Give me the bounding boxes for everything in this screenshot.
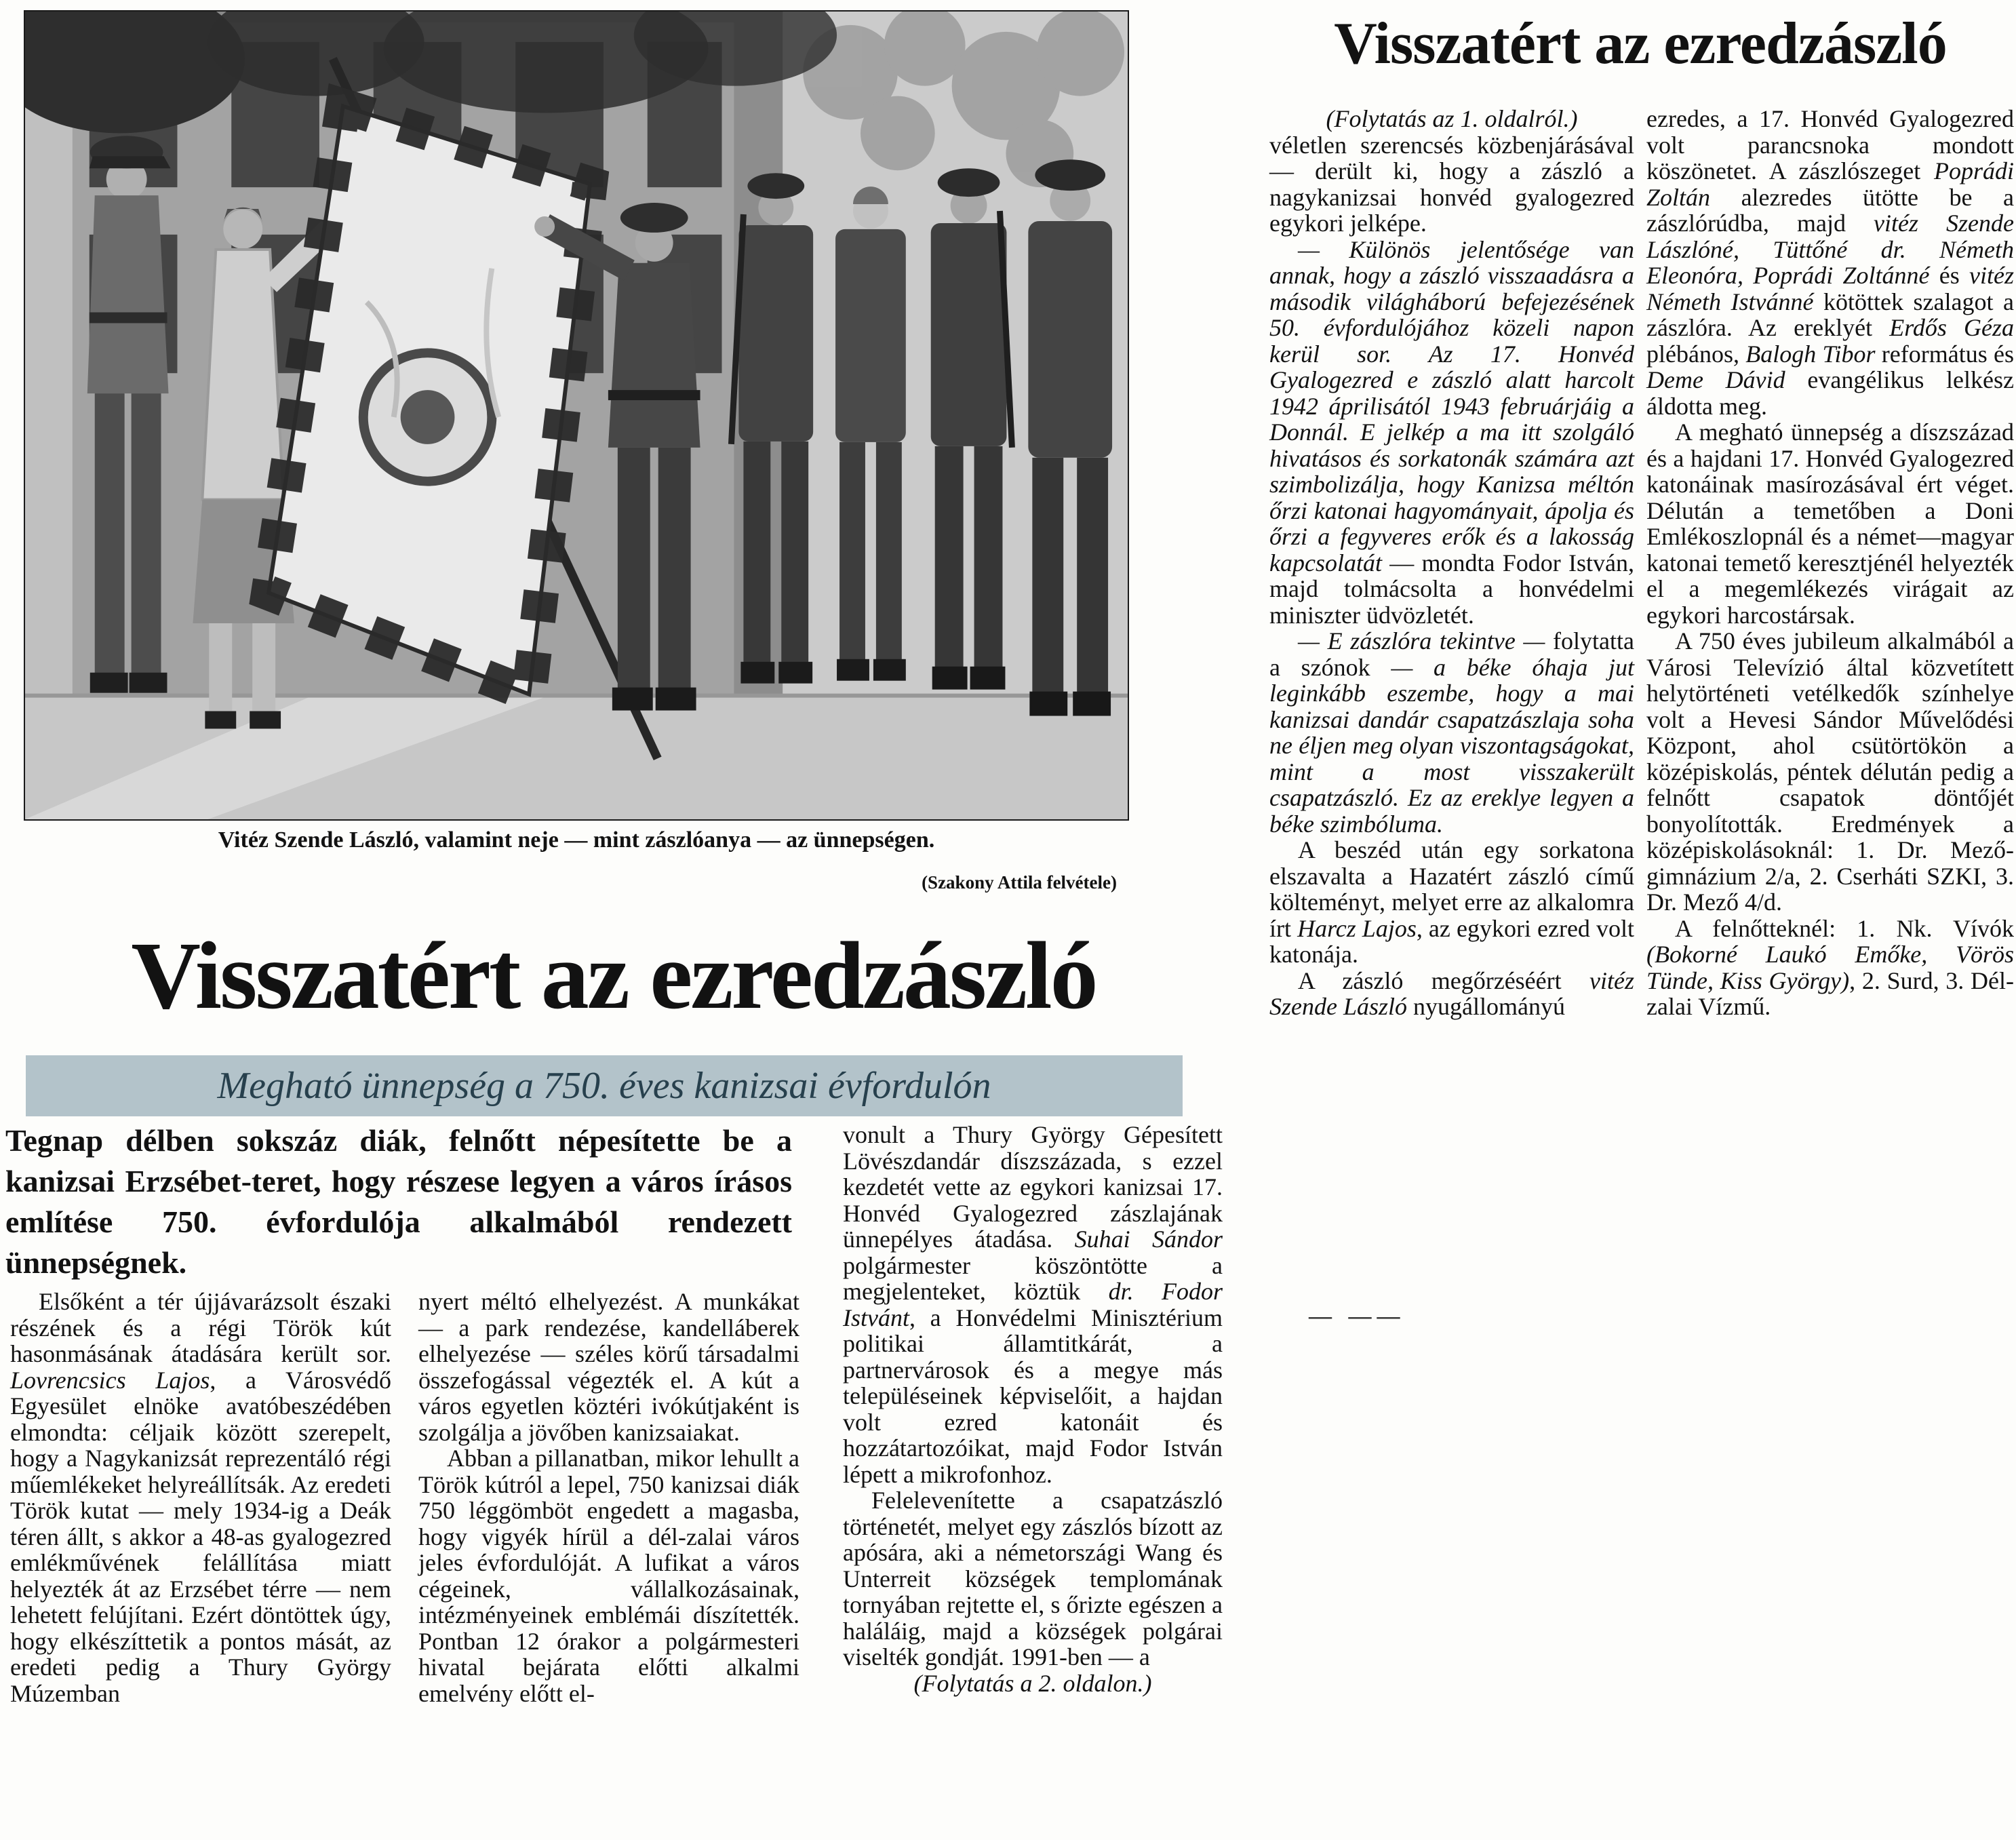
continuation-column-2: ezredes, a 17. Honvéd Gyalogezred volt parancsnoka mondott köszönetet. A zászlószeget Poprádi Zoltán alezredes ütötte be a zászlórúdba, majd vitéz Szende Lászlóné, Tüttőné dr. Németh Eleonóra, Poprádi Zoltánné és vitéz Németh Istvánné kötöttek szalagot a zászlóra. Az ereklyét Erdős Géza plébános, Balogh Tibor református és Deme Dávid evangélikus lelkész áldotta meg. A megható ünnepség a díszszázad és a hajdani 17. Honvéd Gyalogezred katonáinak masírozásával ért véget. Délután a temetőben a Doni Emlékoszlopnál és a német—magyar katonai temető keresztjénél helyezték el a megemlékezés virágait az egykori harcostársak. A 750 éves jubileum alkalmából a Városi Televízió által közvetített helytörténeti vetélkedők színhelye volt a Hevesi Sándor Művelődési Központ, ahol csütörtökön a középiskolás, péntek délután pedig a felnőtt csapatok döntőjét bonyolították. Eredmények a középiskolásoknál: 1. Dr. Mező-gimnázium 2/a, 2. Cserháti SZKI, 3. Dr. Mező 4/d. A felnőtteknél: 1. Nk. Vívók (Bokorné Laukó Emőke, Vörös Tünde, Kiss György), 2. Surd, 3. Dél-zalai Vízmű. — [1646, 105, 2015, 1020]
article-photo — [24, 10, 1129, 821]
main-article-column-1: Elsőként a tér újjávarázsolt északi részének és a régi Török kút hasonmásának átadására került sor. Lovrencsics Lajos, a Városvédő Egyesület elnöke avatóbeszédében elmondta: céljaik között szerepelt, hogy a Nagykanizsát reprezentáló régi műemlékeket helyreállítsák. Az eredeti Török kutat — mely 1934-ig a Deák téren állt, s akkor a 48-as gyalogezred emlékművének felállítása miatt helyezték át az Erzsébet térre — nem lehetett felújítani. Ezért döntöttek úgy, hogy elkészíttetik a pontos mását, az eredeti pedig a Thury György Múzemban — [10, 1288, 392, 1707]
continuation-column-1: (Folytatás az 1. oldalról.) véletlen szerencsés közbenjárásával — derült ki, hogy a zászló a nagykanizsai honvéd gyalogezred egykori jelképe. — Különös jelentősége van annak, hogy a zászló visszaadásra a második világháború befejezésének 50. évfordulójához közeli napon kerül sor. Az 17. Honvéd Gyalogezred e zászló alatt harcolt 1942 áprilisától 1943 februárjáig a Donnál. E jelkép a ma itt szolgáló hivatásos és sorkatonák számára azt szimbolizálja, hogy Kanizsa méltón őrzi katonai hagyományait, ápolja és őrzi a fegyveres erők és a lakosság kapcsolatát — mondta Fodor István, majd tolmácsolta a honvédelmi miniszter üdvözletét. — E zászlóra tekintve — folytatta a szónok — a béke óhaja jut leginkább eszembe, hogy a mai kanizsai dandár csapatzászlaja soha ne éljen meg olyan viszontagságokat, mint a most visszakerült csapatzászló. Ez az ereklye legyen a béke szimbóluma. A beszéd után egy sorkatona elszavalta a Hazatért zászló című költeményt, melyet erre az alkalomra írt Harcz Lajos, az egykori ezred volt katonája. A zászló megőrzéséért vitéz Szende László nyugállományú — [1269, 105, 1635, 1020]
subheadline-bar: Megható ünnepség a 750. éves kanizsai évfordulón — [26, 1055, 1183, 1116]
photo-caption: Vitéz Szende László, valamint neje — mint zászlóanya — az ünnepségen. — [218, 827, 935, 853]
main-headline: Visszatért az ezredzászló — [131, 922, 1096, 1029]
column-end-marks: — —— — [1309, 1304, 1406, 1329]
continuation-headline: Visszatért az ezredzászló — [1334, 11, 1947, 77]
photo-credit: (Szakony Attila felvétele) — [922, 872, 1117, 893]
flag-ceremony-illustration — [25, 12, 1128, 819]
main-article-column-3: vonult a Thury György Gépesített Lövészdandár díszszázada, s ezzel kezdetét vette az egykori kanizsai 17. Honvéd Gyalogezred zászlajának ünnepélyes átadása. Suhai Sándor polgármester köszöntötte a megjelenteket, köztük dr. Fodor Istvánt, a Honvédelmi Minisztérium politikai államtitkárát, a partnervárosok és a megye más településeinek képviselőit, a hajdan volt ezred katonáit és hozzátartozóikat, majd Fodor István lépett a mikrofonhoz. Felelevenítette a csapatzászló történetét, melyet egy zászlós bízott az apósára, aki a németországi Wang és Unterreit községek templomának tornyában rejtette el, s őrizte egészen a haláláig, majd a községek polgárai viselték gondját. 1991-ben — a (Folytatás a 2. oldalon.) — [843, 1121, 1223, 1697]
main-article-column-2: nyert méltó elhelyezést. A munkákat — a park rendezése, kandelláberek elhelyezése — széles körű társadalmi összefogással végezték el. A kút a város egyetlen köztéri ivókútjaként is szolgálja a jövőben kanizsaiakat. Abban a pillanatban, mikor lehullt a Török kútról a lepel, 750 kanizsai diák 750 léggömböt engedett a magasba, hogy vigyék hírül a dél-zalai város jeles évfordulóját. A lufikat a város cégeinek, vállalkozásainak, intézményeinek emblémái díszítették. Pontban 12 órakor a polgármesteri hivatal bejárata előtti alkalmi emelvény előtt el- — [418, 1288, 799, 1707]
lead-paragraph: Tegnap délben sokszáz diák, felnőtt népesítette be a kanizsai Erzsébet-teret, hogy részese legyen a város írásos említése 750. évfordulója alkalmából rendezett ünnepségnek. — [5, 1123, 792, 1280]
